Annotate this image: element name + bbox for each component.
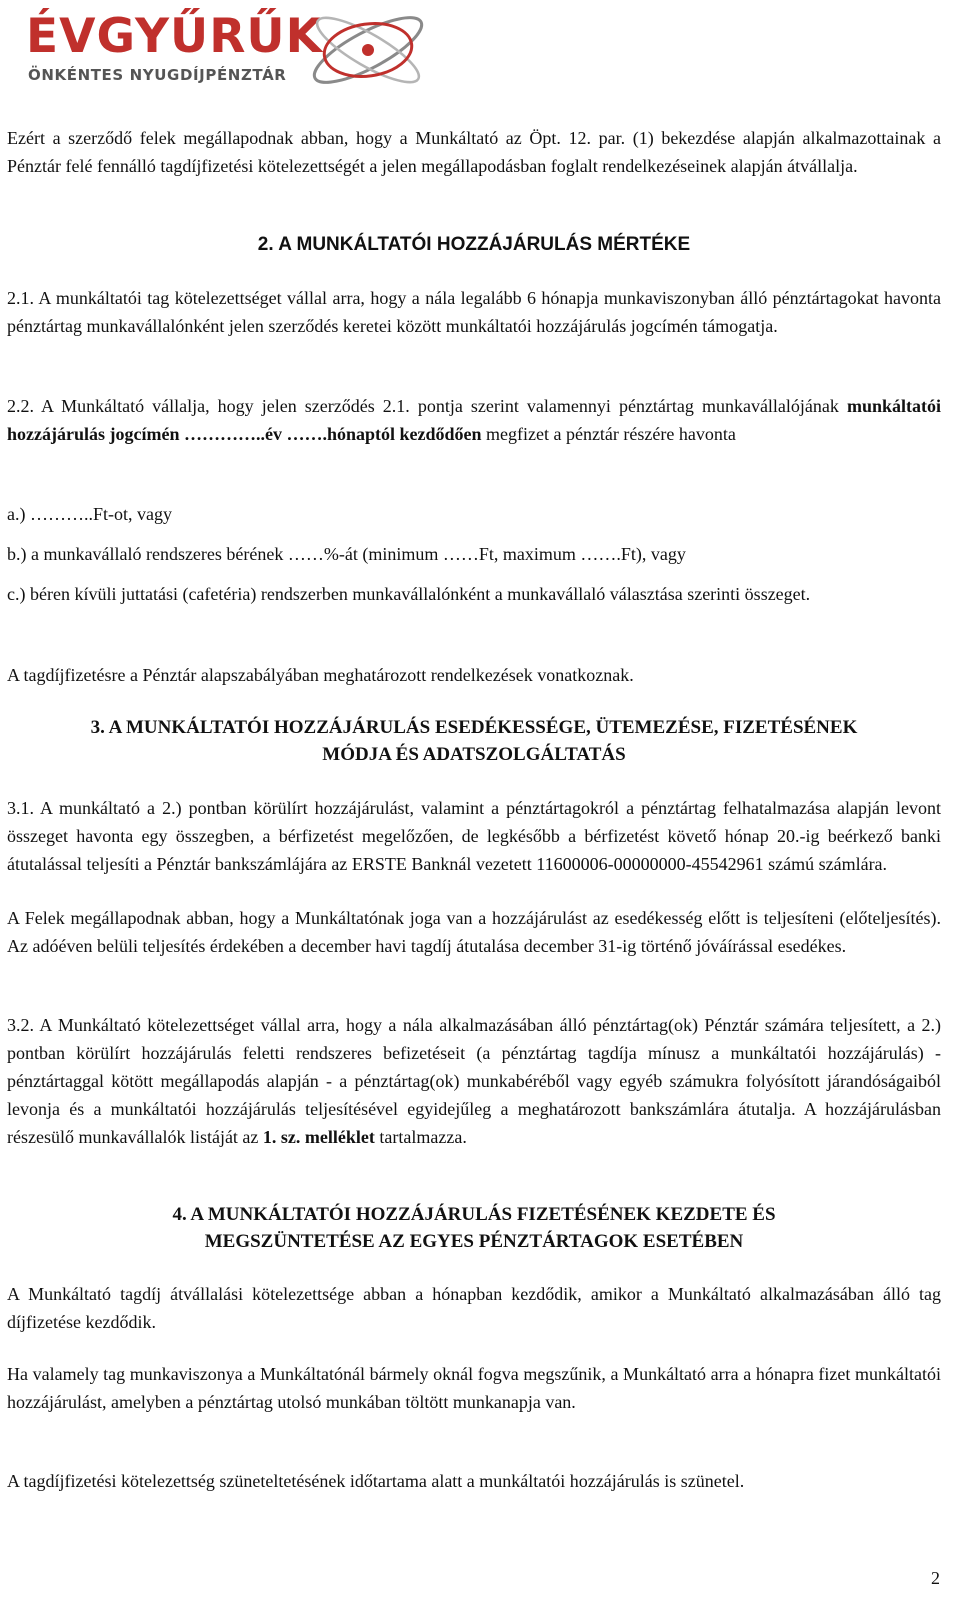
- logo-title: ÉVGYŰRŰK: [26, 9, 323, 64]
- logo-subtitle: ÖNKÉNTES NYUGDÍJPÉNZTÁR: [28, 66, 287, 84]
- section-3-heading-line2: MÓDJA ÉS ADATSZOLGÁLTATÁS: [322, 744, 626, 765]
- section-4-heading-line2: MEGSZÜNTETÉSE AZ EGYES PÉNZTÁRTAGOK ESETÉBEN: [204, 1231, 744, 1252]
- atom-orbit-icon: [306, 4, 446, 96]
- section-3-2-paragraph: [7, 1011, 941, 1151]
- section-2-2-tail: megfizet a pénztár részére havonta: [481, 424, 736, 444]
- option-b: b.) a munkavállaló rendszeres bérének ……%-át (minimum ……Ft, maximum …….Ft), vagy: [7, 544, 686, 564]
- section-4-paragraph-2: Ha valamely tag munkaviszonya a Munkáltatónál bármely oknál fogva megszűnik, a Munkáltató arra a hónapra fizet munkáltatói hozzájárulást, amelyben a pénztártag utolsó munkában töltött munkanapja van.: [7, 1364, 941, 1412]
- section-2-2-text: 2.2. A Munkáltató vállalja, hogy jelen szerződés 2.1. pontja szerint valamennyi pénztártag munkavállalójának: [7, 396, 847, 416]
- page-number: 2: [931, 1568, 940, 1588]
- option-c: c.) béren kívüli juttatási (cafetéria) rendszerben munkavállalónként a munkavállaló választása szerinti összeget.: [7, 584, 811, 604]
- contribution-note: A tagdíjfizetésre a Pénztár alapszabályában meghatározott rendelkezések vonatkoznak.: [7, 665, 634, 685]
- section-2-2-bold: munkáltatói hozzájárulás jogcímén …………..év …….hónaptól kezdődően: [7, 396, 941, 444]
- section-2-2-paragraph: [7, 392, 941, 448]
- section-4-paragraph-1: A Munkáltató tagdíj átvállalási kötelezettsége abban a hónapban kezdődik, amikor a Munkáltató alkalmazásában álló tag díjfizetése kezdődik.: [7, 1284, 941, 1332]
- section-2-1-paragraph: 2.1. A munkáltatói tag kötelezettséget vállal arra, hogy a nála legalább 6 hónapja munkaviszonyban álló pénztártagokat havonta pénztártag munkavállalónként jelen szerződés keretei között munkáltatói hozzájárulás jogcímén támogatja.: [7, 288, 941, 336]
- intro-paragraph: Ezért a szerződő felek megállapodnak abban, hogy a Munkáltató az Öpt. 12. par. (1) bekezdése alapján alkalmazottainak a Pénztár felé fennálló tagdíjfizetési kötelezettségét a jelen megállapodásban foglalt rendelkezéseinek alapján átvállalja.: [7, 128, 941, 176]
- section-3-1-prepayment-paragraph: A Felek megállapodnak abban, hogy a Munkáltatónak joga van a hozzájárulást az esedékesség előtt is teljesíteni (előteljesítés). Az adóéven belüli teljesítés érdekében a december havi tagdíj átutalása december 31-ig történő jóváírással esedékes.: [7, 908, 941, 956]
- section-3-1-paragraph: 3.1. A munkáltató a 2.) pontban körülírt hozzájárulást, valamint a pénztártagokról a pénztártag felhatalmazása alapján levont összeget havonta egy összegben, a bérfizetést megelőzően, de legkésőbb a bérfizetést követő hónap 20.-ig beérkező banki átutalással teljesíti a Pénztár bankszámlájára az ERSTE Banknál vezetett 11600006-00000000-45542961 számú számlára.: [7, 798, 941, 874]
- section-4-heading-line1: 4. A MUNKÁLTATÓI HOZZÁJÁRULÁS FIZETÉSÉNEK KEZDETE ÉS: [172, 1204, 776, 1225]
- section-2-heading: 2. A MUNKÁLTATÓI HOZZÁJÁRULÁS MÉRTÉKE: [257, 234, 691, 255]
- option-a: a.) ………..Ft-ot, vagy: [7, 504, 172, 524]
- section-3-2-tail: tartalmazza.: [374, 1127, 467, 1147]
- section-3-heading-line1: 3. A MUNKÁLTATÓI HOZZÁJÁRULÁS ESEDÉKESSÉGE, ÜTEMEZÉSE, FIZETÉSÉNEK: [90, 717, 858, 738]
- evgyuruk-logo: [20, 4, 440, 96]
- section-4-paragraph-3: A tagdíjfizetési kötelezettség szüneteltetésének időtartama alatt a munkáltatói hozzájárulás is szünetel.: [7, 1471, 745, 1491]
- section-3-2-text: 3.2. A Munkáltató kötelezettséget vállal arra, hogy a nála alkalmazásában álló pénztártag(ok) Pénztár számára teljesített, a 2.) pontban körülírt hozzájárulás feletti rendszeres befizetéseit (a pénztártag tagdíja mínusz a munkáltatói hozzájárulás) - pénztártaggal kötött megállapodás alapján - a pénztártag(ok) munkabéréből vagy egyéb számukra folyósított járandóságaiból levonja és a munkáltatói hozzájárulás teljesítésével egyidejűleg a meghatározott bankszámlára átutalja. A hozzájárulásban részesülő munkavállalók listáját az: [7, 1015, 941, 1147]
- annex-reference: 1. sz. melléklet: [262, 1127, 375, 1147]
